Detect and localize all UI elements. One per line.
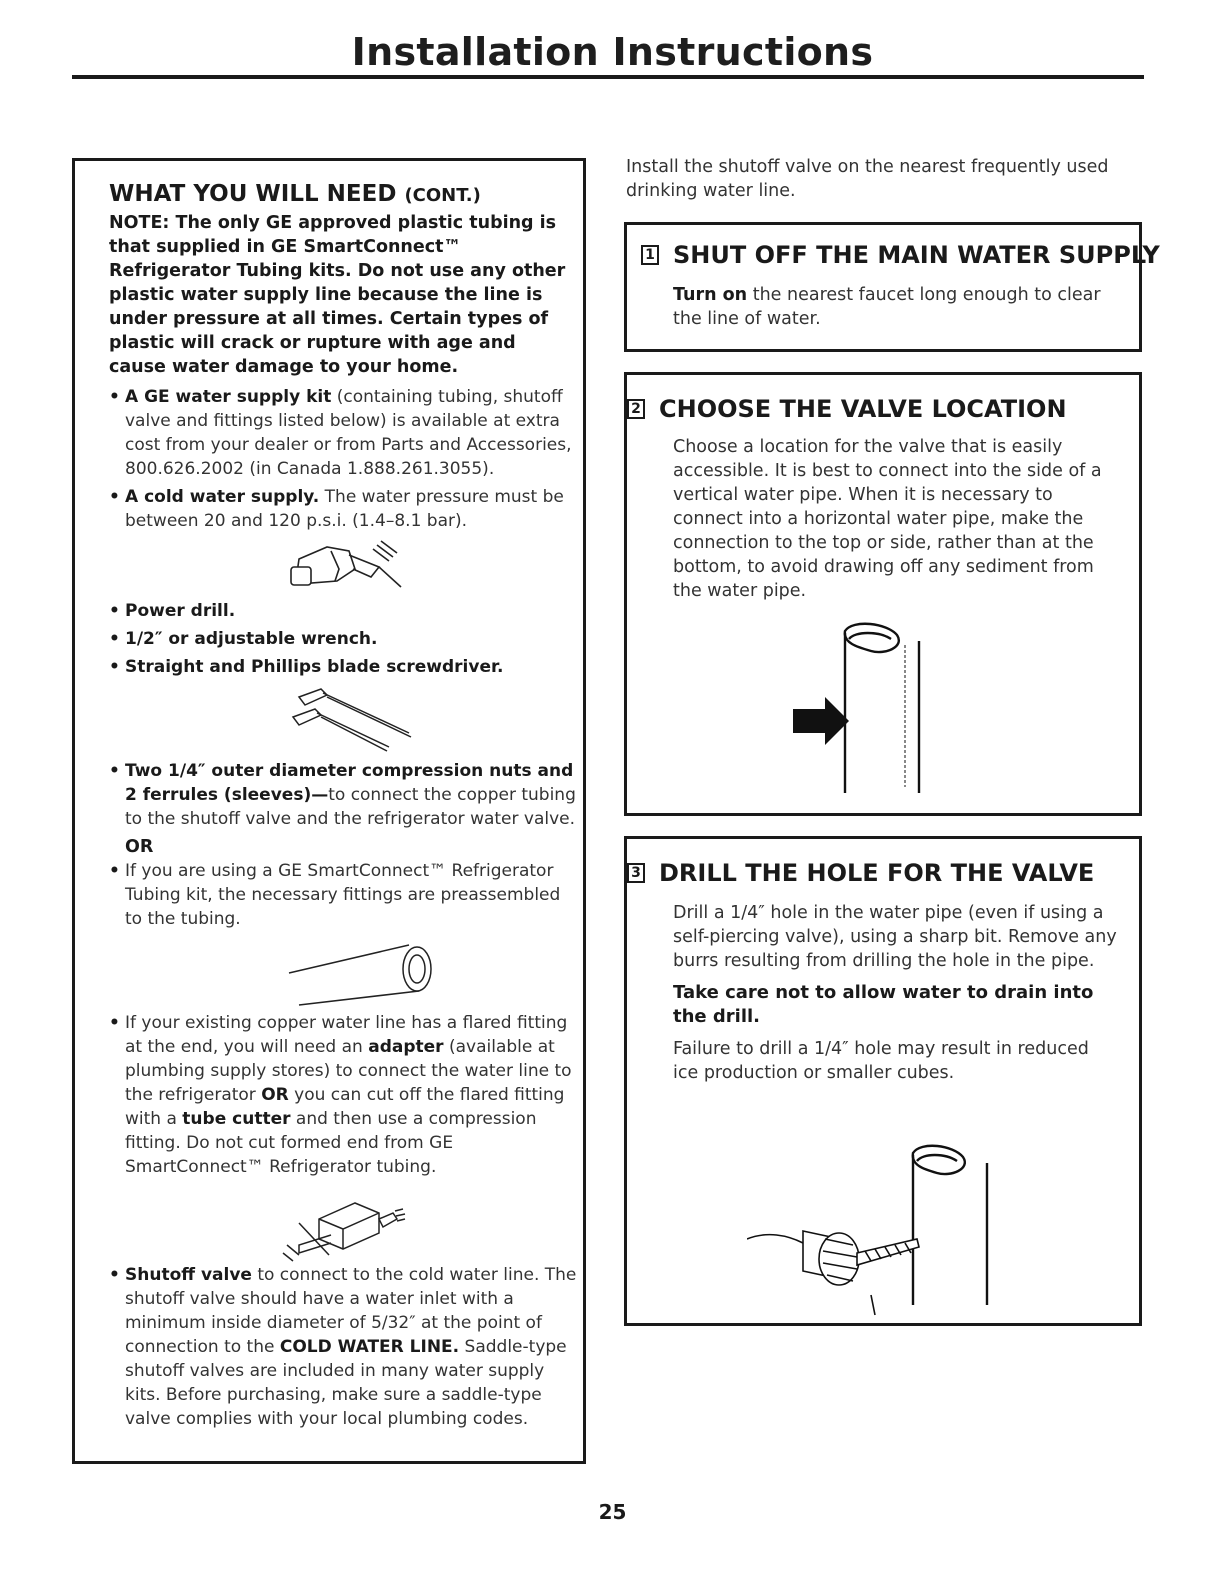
note-text: NOTE: The only GE approved plastic tubing is that supplied in GE SmartConnect™ Refrigerator Tubing kits. Do not use any other plastic water supply line because the line is under pressure at all times. Certain types of plastic will crack or rupture with age and cause water damage to your home. bbox=[109, 213, 566, 377]
what-you-need-box bbox=[72, 158, 586, 1464]
title-rule bbox=[72, 75, 1144, 79]
list-item-power-drill: • Power drill. bbox=[109, 599, 577, 623]
drill-pipe-illustration bbox=[747, 1139, 1007, 1319]
page-number: 25 bbox=[598, 1500, 627, 1524]
step-3-title: DRILL THE HOLE FOR THE VALVE bbox=[659, 859, 1095, 887]
step-number-1: 1 bbox=[641, 245, 659, 265]
step-1-box bbox=[624, 222, 1160, 352]
step-3-warning: Take care not to allow water to drain into the drill. bbox=[673, 982, 1094, 1027]
intro-text: Install the shutoff valve on the nearest frequently used drinking water line. bbox=[626, 157, 1109, 201]
list-item-wrench: • 1/2″ or adjustable wrench. bbox=[109, 627, 577, 651]
list-item-screwdriver: • Straight and Phillips blade screwdriver. bbox=[109, 655, 577, 679]
page-title: Installation Instructions bbox=[351, 30, 874, 74]
list-item-flared-fitting: • If your existing copper water line has a flared fitting at the end, you will need an adapter (available at plumbing supply stores) to connect the water line to the refrigerator OR you can cut off the flared fitting with a tube cutter and then use a compression fitting. Do not cut formed end from GE SmartConnect™ Refrigerator tubing. bbox=[109, 1011, 577, 1179]
step-3-box bbox=[624, 836, 1142, 1326]
step-1-body: Turn on the nearest faucet long enough to clear the line of water. bbox=[673, 285, 1101, 329]
step-3-text: Drill a 1/4″ hole in the water pipe (even if using a self-piercing valve), using a sharp bit. Remove any burrs resulting from drilling the hole in the pipe. bbox=[673, 903, 1117, 971]
step-number-2: 2 bbox=[627, 399, 645, 419]
list-item-smartconnect: • If you are using a GE SmartConnect™ Refrigerator Tubing kit, the necessary fittings are preassembled to the tubing. bbox=[109, 859, 577, 931]
section-heading: WHAT YOU WILL NEED (CONT.) bbox=[109, 181, 481, 207]
list-item-shutoff-valve: • Shutoff valve to connect to the cold water line. The shutoff valve should have a water inlet with a minimum inside diameter of 5/32″ at the point of connection to the COLD WATER LINE. Saddle-type shutoff valves are included in many water supply kits. Before purchasing, make sure a saddle-type valve complies with your local plumbing codes. bbox=[109, 1263, 577, 1431]
list-item-water-supply-kit: • A GE water supply kit (containing tubing, shutoff valve and fittings listed below) is available at extra cost from your dealer or from Parts and Accessories, 800.626.2002 (in Canada 1.888.261.3055). bbox=[109, 385, 577, 481]
step-3-body bbox=[673, 901, 1119, 1093]
heading-cont: (CONT.) bbox=[404, 185, 481, 206]
step-3-text2: Failure to drill a 1/4″ hole may result in reduced ice production or smaller cubes. bbox=[673, 1039, 1089, 1083]
step-2-title: CHOOSE THE VALVE LOCATION bbox=[659, 395, 1067, 423]
vertical-pipe-illustration bbox=[787, 617, 927, 797]
step-1-title: SHUT OFF THE MAIN WATER SUPPLY bbox=[673, 241, 1160, 269]
step-number-3: 3 bbox=[627, 863, 645, 883]
list-item-cold-water-supply: • A cold water supply. The water pressure must be between 20 and 120 p.s.i. (1.4–8.1 bar). bbox=[109, 485, 577, 533]
list-item-compression-nuts: • Two 1/4″ outer diameter compression nuts and 2 ferrules (sleeves)—to connect the copper tubing to the shutoff valve and the refrigerator water valve. bbox=[109, 759, 577, 831]
or-label: OR bbox=[125, 837, 154, 857]
step-2-box bbox=[624, 372, 1142, 816]
step-2-body: Choose a location for the valve that is easily accessible. It is best to connect into the side of a vertical water pipe. When it is necessary to connect into a horizontal water pipe, make the connection to the top or side, rather than at the bottom, to avoid drawing off any sediment from the water pipe. bbox=[673, 437, 1102, 601]
